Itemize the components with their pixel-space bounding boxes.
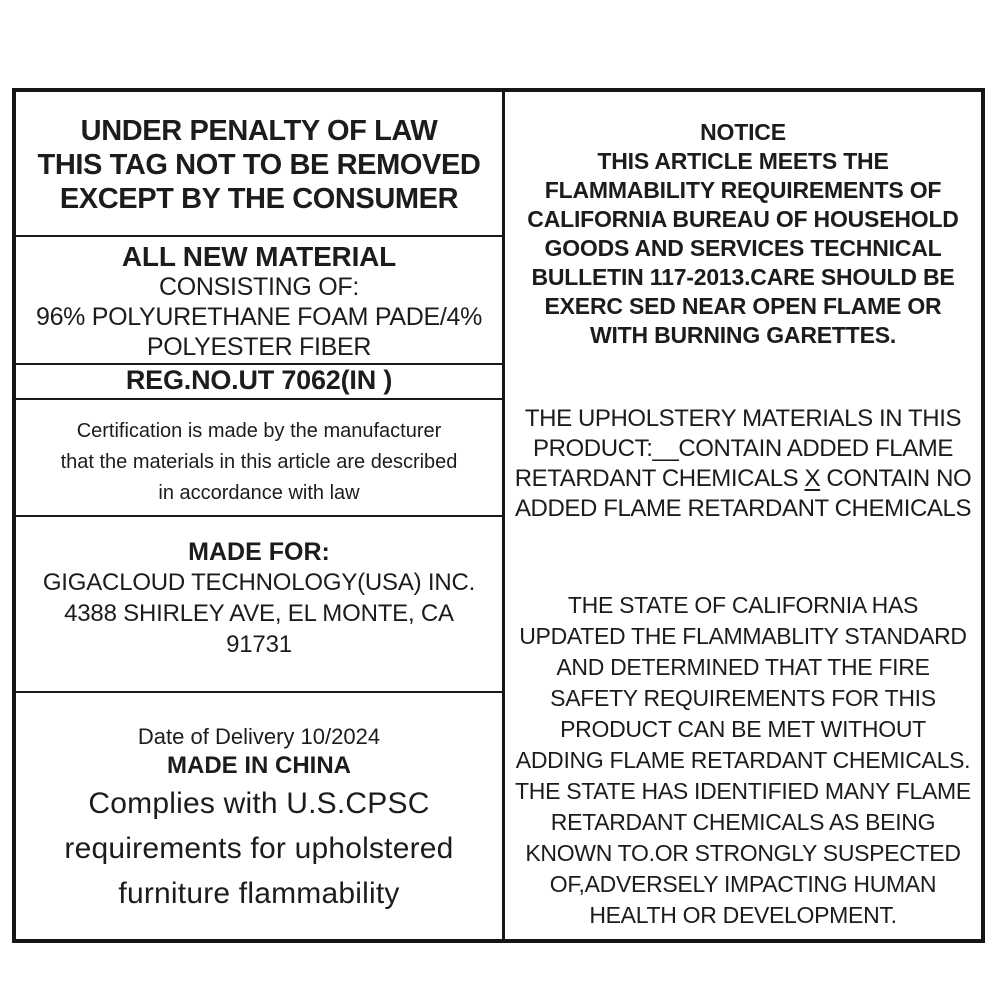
- state-statement-line: THE STATE OF CALIFORNIA HAS: [567, 592, 919, 618]
- certification-section: [16, 400, 502, 517]
- penalty-line: THIS TAG NOT TO BE REMOVED: [37, 149, 481, 181]
- made-for-address: 4388 SHIRLEY AVE, EL MONTE, CA: [64, 600, 454, 627]
- state-statement-line: HEALTH OR DEVELOPMENT.: [589, 902, 897, 928]
- state-statement-line: ADDING FLAME RETARDANT CHEMICALS.: [515, 747, 971, 773]
- state-statement-line: AND DETERMINED THAT THE FIRE: [556, 654, 930, 680]
- flame-retardant-line-post: CONTAIN NO: [820, 465, 972, 492]
- delivery-date: Date of Delivery 10/2024: [137, 724, 381, 749]
- country-of-origin: MADE IN CHINA: [167, 752, 351, 779]
- material-title: ALL NEW MATERIAL: [121, 241, 397, 272]
- state-statement-line: OF,ADVERSELY IMPACTING HUMAN: [549, 871, 937, 897]
- certification-line: Certification is made by the manufacturer: [76, 420, 442, 442]
- notice-line: BULLETIN 117-2013.CARE SHOULD BE: [531, 264, 955, 290]
- flame-retardant-line: [505, 464, 981, 494]
- checked-x-mark: X: [804, 465, 821, 492]
- law-label: [12, 88, 985, 943]
- made-for-company: GIGACLOUD TECHNOLOGY(USA) INC.: [42, 569, 476, 596]
- california-state-statement: [505, 590, 981, 931]
- notice-line: EXERC SED NEAR OPEN FLAME OR: [544, 293, 942, 319]
- certification-line: in accordance with law: [158, 482, 360, 504]
- material-line: POLYESTER FIBER: [146, 333, 372, 361]
- registration-number: REG.NO.UT 7062(IN ): [125, 365, 393, 395]
- notice-line: CALIFORNIA BUREAU OF HOUSEHOLD: [527, 206, 959, 232]
- notice-line: GOODS AND SERVICES TECHNICAL: [544, 235, 942, 261]
- flame-retardant-line: THE UPHOLSTERY MATERIALS IN THIS: [524, 405, 962, 432]
- made-for-title: MADE FOR:: [188, 538, 330, 566]
- penalty-line: UNDER PENALTY OF LAW: [80, 115, 438, 147]
- state-statement-line: RETARDANT CHEMICALS AS BEING: [550, 809, 936, 835]
- certification-line: that the materials in this article are described: [60, 451, 458, 473]
- notice-block: [505, 118, 981, 350]
- flame-retardant-statement: [505, 404, 981, 524]
- material-section: [16, 237, 502, 365]
- flame-retardant-line: ADDED FLAME RETARDANT CHEMICALS: [514, 495, 972, 522]
- state-statement-line: THE STATE HAS IDENTIFIED MANY FLAME: [515, 778, 971, 804]
- penalty-line: EXCEPT BY THE CONSUMER: [59, 183, 459, 215]
- made-for-zip: 91731: [226, 631, 292, 658]
- material-line: 96% POLYURETHANE FOAM PADE/4%: [35, 303, 483, 331]
- notice-line: FLAMMABILITY REQUIREMENTS OF: [544, 177, 942, 203]
- compliance-line: requirements for upholstered: [64, 832, 454, 865]
- compliance-line: furniture flammability: [118, 877, 400, 910]
- made-for-section: [16, 517, 502, 693]
- notice-line: THIS ARTICLE MEETS THE: [597, 148, 889, 174]
- state-statement-line: KNOWN TO.OR STRONGLY SUSPECTED: [525, 840, 961, 866]
- registration-number-section: [16, 365, 502, 400]
- state-statement-line: SAFETY REQUIREMENTS FOR THIS: [550, 685, 936, 711]
- right-column: [505, 92, 981, 939]
- left-column: [16, 92, 505, 939]
- state-statement-line: UPDATED THE FLAMMABLITY STANDARD: [519, 623, 967, 649]
- flame-retardant-line: PRODUCT:__CONTAIN ADDED FLAME: [532, 435, 954, 462]
- compliance-line: Complies with U.S.CPSC: [88, 787, 430, 820]
- notice-title: NOTICE: [700, 119, 786, 145]
- material-line: CONSISTING OF:: [159, 273, 359, 301]
- delivery-compliance-section: [16, 693, 502, 939]
- penalty-section: [16, 92, 502, 237]
- notice-line: WITH BURNING GARETTES.: [589, 322, 897, 348]
- flame-retardant-line-pre: RETARDANT CHEMICALS: [514, 465, 805, 492]
- state-statement-line: PRODUCT CAN BE MET WITHOUT: [560, 716, 926, 742]
